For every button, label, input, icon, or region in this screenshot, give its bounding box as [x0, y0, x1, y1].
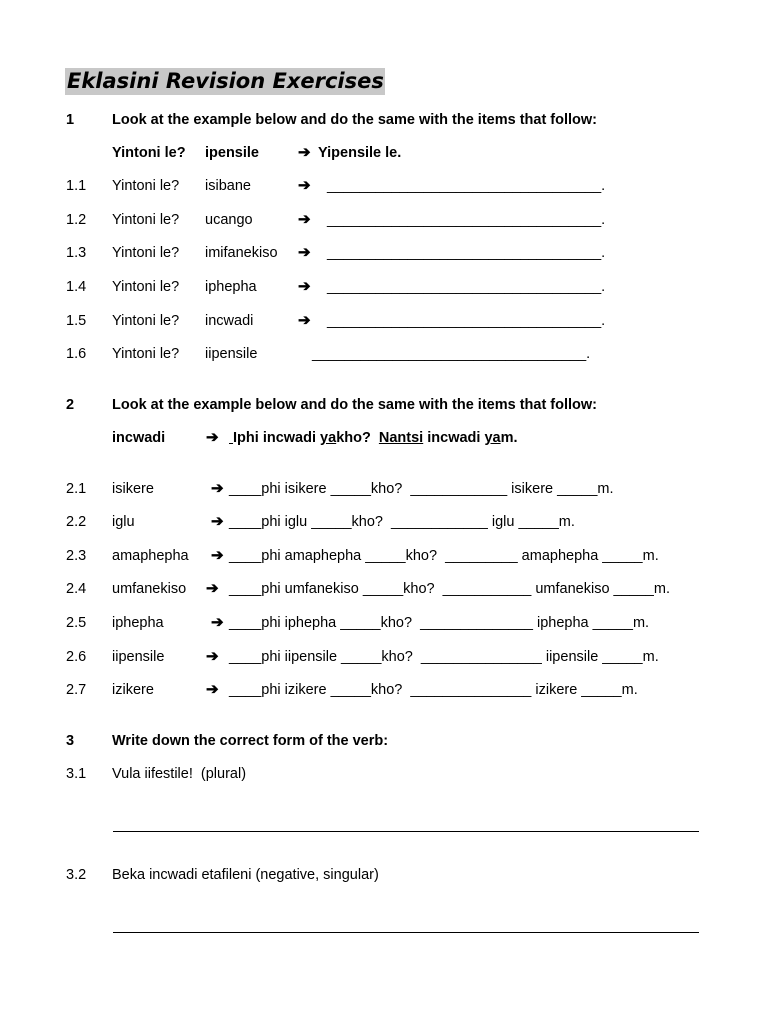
- arrow-right-icon: ➔: [298, 244, 311, 261]
- arrow-right-icon: ➔: [211, 513, 224, 530]
- item-number: 1.5: [66, 313, 87, 329]
- answer-blanks[interactable]: ____phi iipensile _____kho? _______________ iipensile _____m.: [229, 649, 659, 665]
- item-number: 3.1: [66, 766, 87, 782]
- item-number: 2.6: [66, 649, 87, 665]
- answer-blanks[interactable]: ____phi isikere _____kho? ____________ isikere _____m.: [229, 481, 614, 497]
- arrow-right-icon: ➔: [211, 614, 224, 631]
- item-number: 1.4: [66, 279, 87, 295]
- item-word: imifanekiso: [205, 245, 278, 261]
- item-word: amaphepha: [112, 548, 189, 564]
- answer-blanks[interactable]: ____phi amaphepha _____kho? _________ amaphepha _____m.: [229, 548, 659, 564]
- section-3-number: 3: [66, 733, 75, 749]
- answer-blank[interactable]: __________________________________.: [327, 313, 606, 329]
- example-1-answer: Yipensile le.: [318, 145, 402, 161]
- item-word: iphepha: [112, 615, 164, 631]
- item-word: ucango: [205, 212, 253, 228]
- example-2-answer: Iphi incwadi yakho? Nantsi incwadi yam.: [233, 430, 518, 446]
- answer-blank[interactable]: __________________________________.: [327, 279, 606, 295]
- arrow-right-icon: ➔: [206, 681, 219, 698]
- page-title: Eklasini Revision Exercises: [67, 69, 384, 93]
- answer-line[interactable]: [113, 831, 699, 832]
- item-question: Yintoni le?: [112, 178, 180, 194]
- item-question: Yintoni le?: [112, 245, 180, 261]
- arrow-right-icon: ➔: [211, 480, 224, 497]
- arrow-right-icon: ➔: [206, 580, 219, 597]
- item-word: umfanekiso: [112, 581, 187, 597]
- item-number: 2.5: [66, 615, 87, 631]
- answer-blank[interactable]: __________________________________.: [312, 346, 591, 362]
- item-number: 2.1: [66, 481, 87, 497]
- arrow-right-icon: ➔: [298, 278, 311, 295]
- section-1-number: 1: [66, 112, 75, 128]
- item-prompt: Beka incwadi etafileni (negative, singular): [112, 867, 379, 883]
- example-1-question: Yintoni le?: [112, 145, 186, 161]
- item-number: 2.2: [66, 514, 87, 530]
- answer-blanks[interactable]: ____phi umfanekiso _____kho? ___________ umfanekiso _____m.: [229, 581, 670, 597]
- answer-blanks[interactable]: ____phi izikere _____kho? _______________ izikere _____m.: [229, 682, 638, 698]
- item-number: 1.3: [66, 245, 87, 261]
- answer-blanks[interactable]: ____phi iphepha _____kho? ______________ iphepha _____m.: [229, 615, 650, 631]
- item-word: incwadi: [205, 313, 254, 329]
- section-2-number: 2: [66, 397, 75, 413]
- item-prompt: Vula iifestile! (plural): [112, 766, 247, 782]
- section-2-instruction: Look at the example below and do the same with the items that follow:: [112, 397, 598, 413]
- example-2-word: incwadi: [112, 430, 166, 446]
- answer-blank[interactable]: __________________________________.: [327, 178, 606, 194]
- item-word: iipensile: [112, 649, 165, 665]
- item-word: iphepha: [205, 279, 257, 295]
- answer-blank[interactable]: __________________________________.: [327, 212, 606, 228]
- item-number: 1.6: [66, 346, 87, 362]
- item-question: Yintoni le?: [112, 279, 180, 295]
- item-number: 2.7: [66, 682, 87, 698]
- arrow-right-icon: ➔: [298, 312, 311, 329]
- answer-blank[interactable]: __________________________________.: [327, 245, 606, 261]
- item-word: isibane: [205, 178, 251, 194]
- arrow-right-icon: ➔: [206, 429, 219, 446]
- item-number: 3.2: [66, 867, 87, 883]
- item-word: isikere: [112, 481, 154, 497]
- answer-blanks[interactable]: ____phi iglu _____kho? ____________ iglu _____m.: [229, 514, 575, 530]
- arrow-right-icon: ➔: [211, 547, 224, 564]
- item-number: 1.2: [66, 212, 87, 228]
- arrow-right-icon: ➔: [298, 211, 311, 228]
- arrow-right-icon: ➔: [298, 177, 311, 194]
- item-question: Yintoni le?: [112, 313, 180, 329]
- item-word: izikere: [112, 682, 154, 698]
- item-number: 2.3: [66, 548, 87, 564]
- section-1-instruction: Look at the example below and do the same with the items that follow:: [112, 112, 598, 128]
- item-question: Yintoni le?: [112, 346, 180, 362]
- item-word: iglu: [112, 514, 135, 530]
- arrow-right-icon: ➔: [206, 648, 219, 665]
- item-number: 1.1: [66, 178, 87, 194]
- item-question: Yintoni le?: [112, 212, 180, 228]
- section-3-instruction: Write down the correct form of the verb:: [112, 733, 389, 749]
- arrow-right-icon: ➔: [298, 144, 311, 161]
- item-number: 2.4: [66, 581, 87, 597]
- item-word: iipensile: [205, 346, 258, 362]
- example-1-word: ipensile: [205, 145, 259, 161]
- answer-line[interactable]: [113, 932, 699, 933]
